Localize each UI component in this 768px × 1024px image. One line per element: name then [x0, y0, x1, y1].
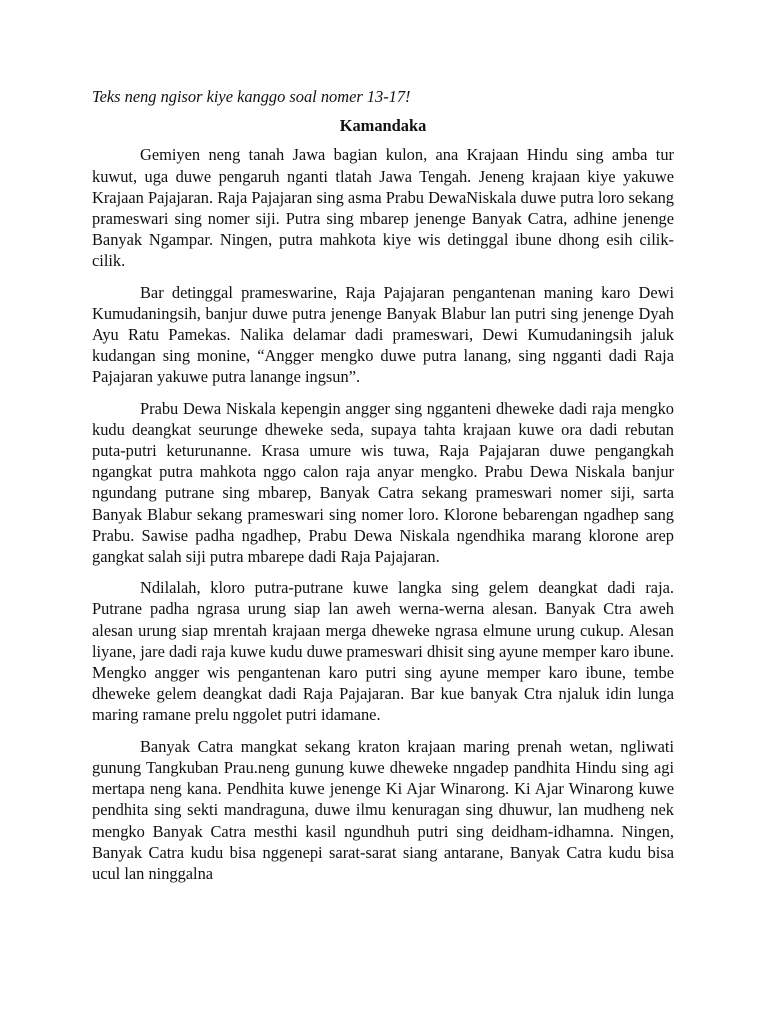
paragraph-4: Ndilalah, kloro putra-putrane kuwe langka sing gelem deangkat dadi raja. Putrane padha ngrasa urung siap lan aweh werna-werna alesan. Banyak Ctra aweh alesan urung siap mrentah krajaan merga dheweke ngrasa elmune urung cukup. Alesan liyane, jare dadi raja kuwe kudu duwe prameswari dhisit sing ayune memper karo ibune. Mengko angger wis pengantenan karo putri sing ayune memper karo ibune, tembe dheweke gelem deangkat dadi Raja Pajajaran. Bar kue banyak Ctra njaluk idin lunga maring ramane prelu nggolet putri idamane. [92, 578, 674, 725]
paragraph-1: Gemiyen neng tanah Jawa bagian kulon, ana Krajaan Hindu sing amba tur kuwut, uga duwe pengaruh nganti tlatah Jawa Tengah. Jeneng krajaan kiye yakuwe Krajaan Pajajaran. Raja Pajajaran sing asma Prabu DewaNiskala duwe putra loro sekang prameswari sing nomer siji. Putra sing mbarep jenenge Banyak Catra, adhine jenenge Banyak Ngampar. Ningen, putra mahkota kiye wis detinggal ibune dhong esih cilik-cilik. [92, 145, 674, 271]
story-title: Kamandaka [339, 116, 427, 136]
paragraph-3: Prabu Dewa Niskala kepengin angger sing ngganteni dheweke dadi raja mengko kudu deangkat seurunge dheweke seda, supaya tahta krajaan kuwe ora dadi rebutan puta-putri keturunanne. Krasa umure wis tuwa, Raja Pajajaran duwe pengangkah ngangkat putra mahkota nggo calon raja anyar mengko. Prabu Dewa Niskala banjur ngundang putrane sing mbarep, Banyak Catra sekang prameswari nomer siji, sarta Banyak Blabur sekang prameswari sing nomer loro. Klorone bebarengan ngadhep sang Prabu. Sawise padha ngadhep, Prabu Dewa Niskala ngendhika marang klorone arep gangkat salah siji putra mbarepe dadi Raja Pajajaran. [92, 398, 674, 567]
instruction-text: Teks neng ngisor kiye kanggo soal nomer 13-17! [92, 87, 411, 106]
paragraph-2: Bar detinggal prameswarine, Raja Pajajaran pengantenan maning karo Dewi Kumudaningsih, banjur duwe putra jenenge Banyak Blabur lan putri sing jenenge Dyah Ayu Ratu Pamekas. Nalika delamar dadi prameswari, Dewi Kumudaningsih jaluk kudangan sing monine, “Angger mengko duwe putra lanang, sing ngganti dadi Raja Pajajaran yakuwe putra lanange ingsun”. [92, 282, 674, 387]
paragraph-5: Banyak Catra mangkat sekang kraton krajaan maring prenah wetan, ngliwati gunung Tangkuban Prau.neng gunung kuwe dheweke nngadep pandhita Hindu sing agi mertapa neng kana. Pendhita kuwe jenenge Ki Ajar Winarong. Ki Ajar Winarong kuwe pendhita sing sekti mandraguna, duwe ilmu kenuragan sing dhuwur, lan mudheng nek mengko Banyak Catra mesthi kasil ngundhuh putri sing deidham-idhamna. Ningen, Banyak Catra kudu bisa nggenepi sarat-sarat siang antarane, Banyak Catra kudu bisa ucul lan ninggalna [92, 736, 674, 883]
document-page [92, 86, 674, 894]
